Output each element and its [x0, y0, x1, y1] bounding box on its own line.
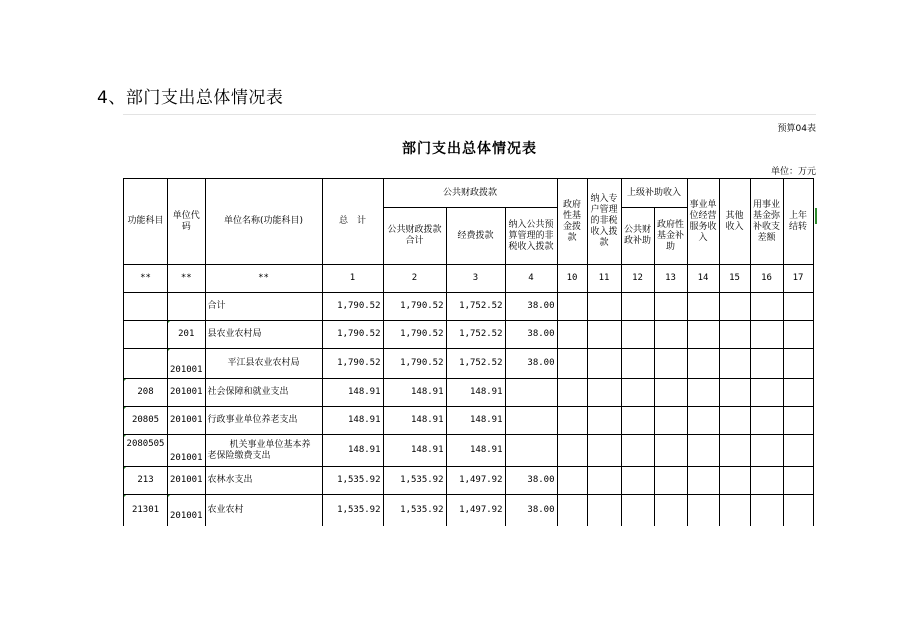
- empty-cell: [783, 379, 813, 407]
- empty-cell: [719, 321, 750, 349]
- nontax-cell: 38.00: [505, 321, 557, 349]
- empty-cell: [654, 379, 687, 407]
- nontax-cell: 38.00: [505, 495, 557, 527]
- empty-cell: [621, 379, 654, 407]
- empty-cell: [719, 435, 750, 467]
- expenditure-table: [123, 178, 814, 526]
- unit-code-cell: 201: [168, 321, 206, 349]
- table-row: [124, 407, 814, 435]
- empty-cell: [783, 467, 813, 495]
- nontax-cell: 38.00: [505, 467, 557, 495]
- nontax-cell: 38.00: [505, 349, 557, 379]
- col-gov-fund: 政府性基金拨款: [557, 179, 587, 265]
- func-code-cell: [124, 321, 168, 349]
- empty-cell: [783, 435, 813, 467]
- total-cell: 1,790.52: [322, 349, 383, 379]
- empty-cell: [750, 349, 783, 379]
- empty-cell: [783, 495, 813, 527]
- empty-cell: [587, 407, 621, 435]
- func-code-cell: [124, 293, 168, 321]
- document-title: 部门支出总体情况表: [402, 141, 537, 157]
- empty-cell: [587, 349, 621, 379]
- unit-code-cell: 201001: [168, 495, 206, 527]
- col-prev-balance: 上年结转: [783, 179, 813, 265]
- unit-name-cell: [205, 435, 322, 467]
- index-cell: **: [124, 265, 168, 293]
- col-upper-gov-fund: 政府性基金补助: [654, 208, 687, 265]
- total-cell: 1,535.92: [322, 467, 383, 495]
- empty-cell: [750, 321, 783, 349]
- empty-cell: [557, 379, 587, 407]
- unit-name-cell: 行政事业单位养老支出: [205, 407, 322, 435]
- unit-name-cell: 农业农村: [205, 495, 322, 527]
- unit-code-cell: 201001: [168, 435, 206, 467]
- table-row: [124, 467, 814, 495]
- empty-cell: [557, 349, 587, 379]
- empty-cell: [719, 379, 750, 407]
- empty-cell: [621, 293, 654, 321]
- func-code-cell: 21301: [124, 495, 168, 527]
- empty-cell: [621, 349, 654, 379]
- empty-cell: [750, 435, 783, 467]
- col-nontax: 纳入公共预算管理的非税收入拨款: [505, 208, 557, 265]
- empty-cell: [557, 467, 587, 495]
- unit-code-cell: 201001: [168, 407, 206, 435]
- empty-cell: [687, 349, 719, 379]
- empty-cell: [654, 407, 687, 435]
- col-total: 总 计: [322, 179, 383, 265]
- empty-cell: [621, 407, 654, 435]
- empty-cell: [687, 321, 719, 349]
- total-cell: 148.91: [322, 435, 383, 467]
- empty-cell: [621, 495, 654, 527]
- total-cell: 1,790.52: [322, 293, 383, 321]
- empty-cell: [557, 321, 587, 349]
- col-unit-code: 单位代码: [168, 179, 206, 265]
- col-group-public-finance: 公共财政拨款: [383, 179, 557, 208]
- unit-name-line-2: 老保险缴费支出: [207, 450, 271, 461]
- funding-cell: 1,752.52: [446, 349, 505, 379]
- empty-cell: [750, 495, 783, 527]
- empty-cell: [654, 293, 687, 321]
- funding-cell: 148.91: [446, 379, 505, 407]
- empty-cell: [687, 293, 719, 321]
- empty-cell: [621, 467, 654, 495]
- pf-total-cell: 1,535.92: [383, 467, 446, 495]
- pf-total-cell: 148.91: [383, 379, 446, 407]
- empty-cell: [557, 293, 587, 321]
- empty-cell: [687, 495, 719, 527]
- nontax-cell: [505, 435, 557, 467]
- empty-cell: [783, 407, 813, 435]
- index-cell: 4: [505, 265, 557, 293]
- col-special-account: 纳入专户管理的非税收入拨款: [587, 179, 621, 265]
- pf-total-cell: 1,790.52: [383, 321, 446, 349]
- unit-name-line-1: 机关事业单位基本养: [229, 439, 311, 450]
- index-cell: 16: [750, 265, 783, 293]
- empty-cell: [750, 293, 783, 321]
- total-cell: 1,790.52: [322, 321, 383, 349]
- pf-total-cell: 1,535.92: [383, 495, 446, 527]
- col-unit-name: 单位名称(功能科目): [205, 179, 322, 265]
- total-cell: 148.91: [322, 407, 383, 435]
- table-row: [124, 349, 814, 379]
- total-cell: 148.91: [322, 379, 383, 407]
- col-other-income: 其他收入: [719, 179, 750, 265]
- index-cell: 3: [446, 265, 505, 293]
- unit-name-cell: 社会保障和就业支出: [205, 379, 322, 407]
- empty-cell: [719, 407, 750, 435]
- index-cell: 13: [654, 265, 687, 293]
- index-cell: 2: [383, 265, 446, 293]
- index-cell: **: [205, 265, 322, 293]
- pf-total-cell: 1,790.52: [383, 293, 446, 321]
- funding-cell: 1,752.52: [446, 293, 505, 321]
- empty-cell: [750, 467, 783, 495]
- col-upper-pf: 公共财政补助: [621, 208, 654, 265]
- unit-name-cell: 平江县农业农村局: [205, 349, 322, 379]
- empty-cell: [687, 435, 719, 467]
- empty-cell: [783, 349, 813, 379]
- top-rule: [123, 114, 816, 115]
- col-pf-total: 公共财政拨款合计: [383, 208, 446, 265]
- empty-cell: [587, 495, 621, 527]
- empty-cell: [687, 379, 719, 407]
- empty-cell: [750, 407, 783, 435]
- empty-cell: [719, 495, 750, 527]
- table-row: [124, 435, 814, 467]
- empty-cell: [557, 407, 587, 435]
- nontax-cell: 38.00: [505, 293, 557, 321]
- empty-cell: [687, 467, 719, 495]
- col-funding: 经费拨款: [446, 208, 505, 265]
- pf-total-cell: 148.91: [383, 435, 446, 467]
- funding-cell: 148.91: [446, 435, 505, 467]
- empty-cell: [587, 321, 621, 349]
- empty-cell: [587, 379, 621, 407]
- unit-name-cell: 合计: [205, 293, 322, 321]
- total-cell: 1,535.92: [322, 495, 383, 527]
- unit-code-cell: 201001: [168, 467, 206, 495]
- empty-cell: [687, 407, 719, 435]
- header-row-1: [124, 179, 814, 208]
- empty-cell: [654, 321, 687, 349]
- table-row: [124, 379, 814, 407]
- unit-name-cell: 县农业农村局: [205, 321, 322, 349]
- col-func-code: 功能科目: [124, 179, 168, 265]
- empty-cell: [621, 321, 654, 349]
- table-row: [124, 293, 814, 321]
- index-cell: **: [168, 265, 206, 293]
- func-code-cell: 208: [124, 379, 168, 407]
- func-code-cell: 213: [124, 467, 168, 495]
- unit-label: 单位：万元: [770, 167, 816, 177]
- form-code: 预算04表: [777, 124, 816, 134]
- empty-cell: [587, 435, 621, 467]
- empty-cell: [557, 495, 587, 527]
- index-row: [124, 265, 814, 293]
- unit-code-cell: 201001: [168, 379, 206, 407]
- index-cell: 11: [587, 265, 621, 293]
- funding-cell: 1,497.92: [446, 495, 505, 527]
- index-cell: 10: [557, 265, 587, 293]
- func-code-cell: 2080505: [124, 435, 168, 467]
- empty-cell: [719, 467, 750, 495]
- empty-cell: [654, 349, 687, 379]
- func-code-cell: 20805: [124, 407, 168, 435]
- empty-cell: [654, 435, 687, 467]
- nontax-cell: [505, 407, 557, 435]
- empty-cell: [621, 435, 654, 467]
- col-group-upper-subsidy: 上级补助收入: [621, 179, 687, 208]
- empty-cell: [750, 379, 783, 407]
- cell-marker: [815, 208, 817, 224]
- empty-cell: [783, 321, 813, 349]
- index-cell: 14: [687, 265, 719, 293]
- table-row: [124, 495, 814, 527]
- index-cell: 12: [621, 265, 654, 293]
- func-code-cell: [124, 349, 168, 379]
- empty-cell: [587, 293, 621, 321]
- unit-name-cell: 农林水支出: [205, 467, 322, 495]
- empty-cell: [719, 349, 750, 379]
- col-business-service: 事业单位经营服务收入: [687, 179, 719, 265]
- empty-cell: [654, 467, 687, 495]
- funding-cell: 148.91: [446, 407, 505, 435]
- index-cell: 15: [719, 265, 750, 293]
- unit-code-cell: 201001: [168, 349, 206, 379]
- empty-cell: [587, 467, 621, 495]
- pf-total-cell: 1,790.52: [383, 349, 446, 379]
- empty-cell: [557, 435, 587, 467]
- unit-code-cell: [168, 293, 206, 321]
- index-cell: 17: [783, 265, 813, 293]
- funding-cell: 1,497.92: [446, 467, 505, 495]
- funding-cell: 1,752.52: [446, 321, 505, 349]
- table-row: [124, 321, 814, 349]
- empty-cell: [783, 293, 813, 321]
- empty-cell: [654, 495, 687, 527]
- index-cell: 1: [322, 265, 383, 293]
- nontax-cell: [505, 379, 557, 407]
- col-business-fund: 用事业基金弥补收支差额: [750, 179, 783, 265]
- pf-total-cell: 148.91: [383, 407, 446, 435]
- section-heading: 4、部门支出总体情况表: [97, 88, 284, 108]
- empty-cell: [719, 293, 750, 321]
